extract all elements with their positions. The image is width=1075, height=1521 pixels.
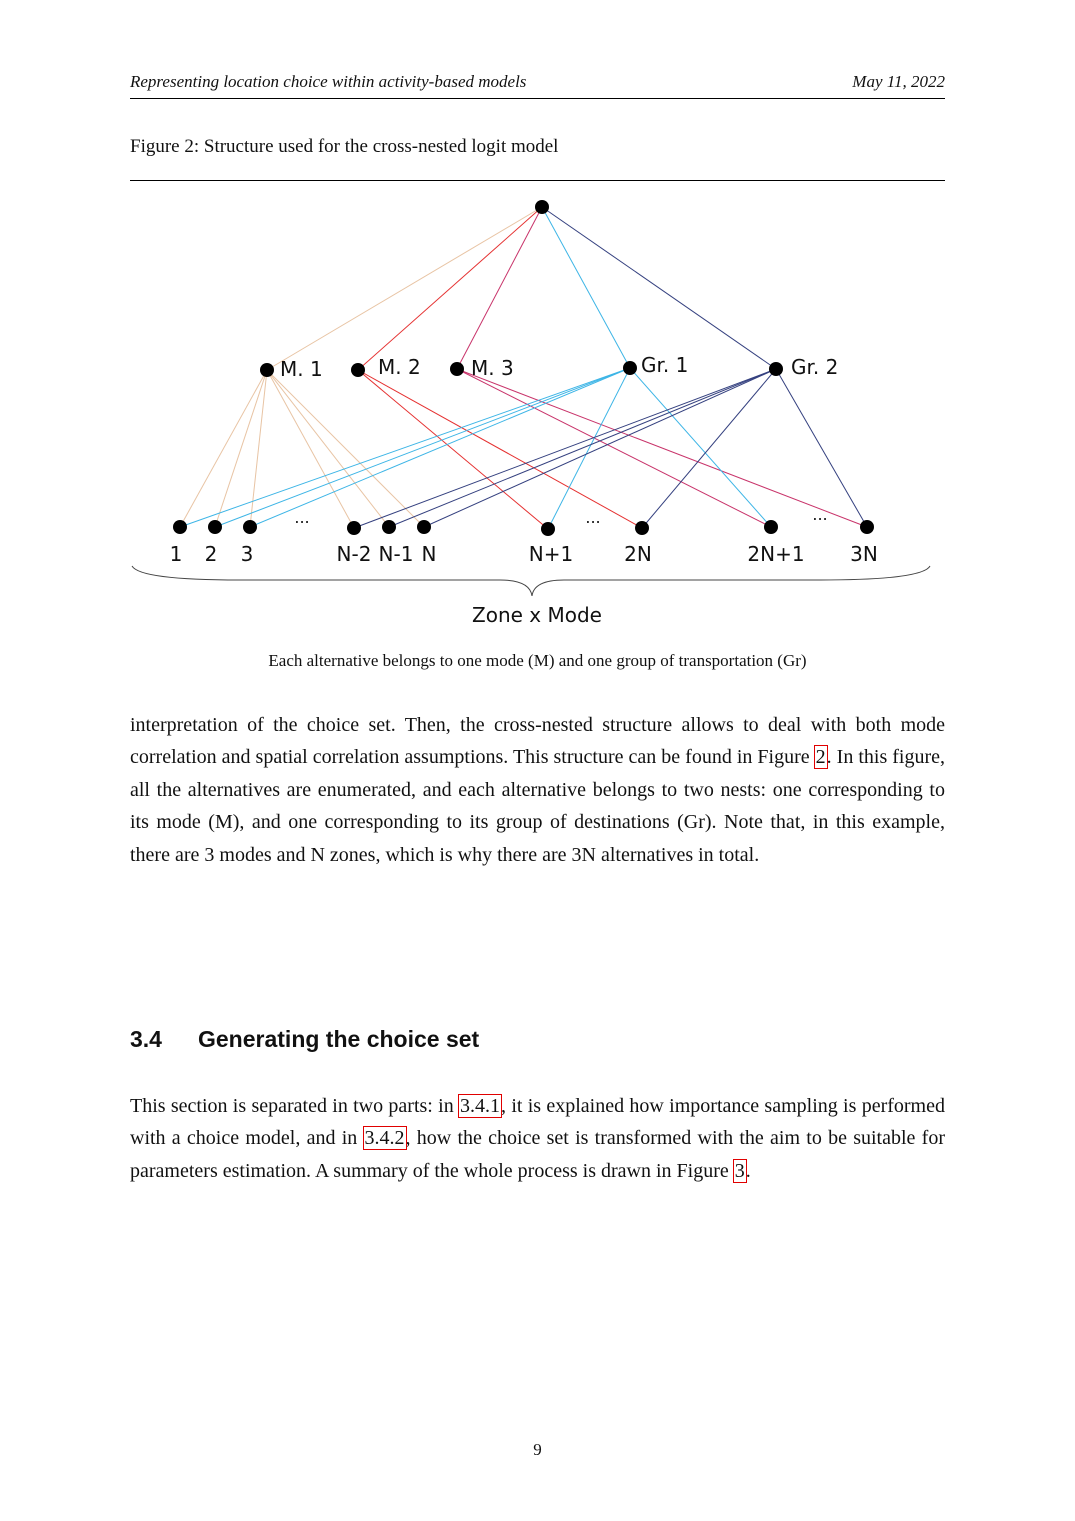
- paragraph-text: , it is explained how importance sampling is performed with a choice model, and in: [130, 1095, 945, 1150]
- section-ref-link[interactable]: 3.4.1: [460, 1095, 501, 1117]
- edge-m1: [180, 370, 267, 527]
- ellipsis-label: ...: [294, 508, 310, 527]
- alternative-node: [417, 520, 431, 534]
- edge-m1: [215, 370, 267, 527]
- nest-node: [351, 363, 365, 377]
- brace-label: Zone x Mode: [472, 603, 602, 627]
- figure-ref-link[interactable]: 3: [734, 1159, 745, 1182]
- alternative-label: N-2: [336, 542, 372, 566]
- nest-label: M. 1: [280, 357, 323, 381]
- edge-gr2: [776, 369, 867, 527]
- edge-m1: [267, 370, 389, 527]
- section-heading: [130, 1026, 479, 1053]
- diagram-nodes: [173, 200, 874, 536]
- section-number: 3.4: [130, 1026, 162, 1052]
- cross-nested-logit-diagram: [0, 0, 1075, 640]
- nest-label: Gr. 2: [791, 355, 839, 379]
- alternative-label: N-1: [378, 542, 414, 566]
- edge-gr2: [389, 369, 776, 527]
- alternative-node: [764, 520, 778, 534]
- diagram-labels: [170, 353, 878, 566]
- alternative-label: N: [421, 542, 437, 566]
- root-edge: [542, 207, 630, 368]
- root-edge: [542, 207, 776, 369]
- paragraph-text: interpretation of the choice set. Then, the cross-nested structure allows to deal with both mode correlation and spatial correlation assumptions. This structure can be found in Figure: [130, 714, 945, 769]
- section-ref-link[interactable]: 3.4.2: [364, 1127, 405, 1150]
- root-edge: [358, 207, 542, 370]
- alternative-label: 2N: [624, 542, 652, 566]
- alternative-node: [635, 521, 649, 535]
- alternative-label: 2: [204, 542, 218, 566]
- nest-node: [769, 362, 783, 376]
- alternative-label: 3N: [850, 542, 878, 566]
- edge-m2: [358, 370, 548, 529]
- zone-mode-brace: [132, 566, 930, 596]
- nest-node: [260, 363, 274, 377]
- nest-node: [450, 362, 464, 376]
- edge-gr1: [250, 368, 630, 527]
- alternative-node: [382, 520, 396, 534]
- paragraph-text: . In this figure, all the alternatives are enumerated, and each alternative belongs to two nests: one corresponding to its mode (M), and one corresponding to its group of destinations (Gr). Note that, in this example, there are 3 modes and N zones, which is why there are 3N alternatives in total.: [130, 746, 945, 866]
- figure-caption: Figure 2: Structure used for the cross-nested logit model: [130, 136, 559, 157]
- figure-ref-link[interactable]: 2: [815, 746, 826, 769]
- alternative-node: [860, 520, 874, 534]
- header-title: Representing location choice within activity-based models: [130, 72, 527, 91]
- alternative-node: [541, 522, 555, 536]
- ellipsis-label: ...: [585, 508, 601, 527]
- figure-note: Each alternative belongs to one mode (M) and one group of transportation (Gr): [268, 651, 807, 670]
- edge-m3: [457, 369, 867, 527]
- nest-node: [623, 361, 637, 375]
- ellipsis-label: ...: [812, 505, 828, 524]
- edge-gr1: [630, 368, 771, 527]
- alternative-label: 2N+1: [747, 542, 805, 566]
- section-title: Generating the choice set: [198, 1026, 480, 1052]
- alternative-label: N+1: [528, 542, 574, 566]
- alternative-label: 3: [240, 542, 254, 566]
- alternative-node: [243, 520, 257, 534]
- alternative-node: [173, 520, 187, 534]
- edge-m1: [267, 370, 354, 528]
- nest-label: Gr. 1: [641, 353, 689, 377]
- edge-m1: [250, 370, 267, 527]
- body-paragraph-2: [130, 1090, 945, 1187]
- root-node: [535, 200, 549, 214]
- paragraph-text: , how the choice set is transformed with the aim to be suitable for parameters estimation. A summary of the whole process is drawn in Figure: [130, 1127, 945, 1182]
- alternative-label: 1: [169, 542, 183, 566]
- nest-label: M. 2: [378, 355, 421, 379]
- edge-gr1: [180, 368, 630, 527]
- paragraph-text: .: [745, 1159, 751, 1182]
- header-date: May 11, 2022: [852, 72, 945, 91]
- page-number: 9: [533, 1440, 542, 1459]
- root-edge: [457, 207, 542, 369]
- body-paragraph-1: [130, 709, 945, 871]
- root-edge: [267, 207, 542, 370]
- alternative-node: [347, 521, 361, 535]
- paragraph-text: This section is separated in two parts: in: [130, 1095, 460, 1117]
- alternative-node: [208, 520, 222, 534]
- nest-label: M. 3: [471, 356, 514, 380]
